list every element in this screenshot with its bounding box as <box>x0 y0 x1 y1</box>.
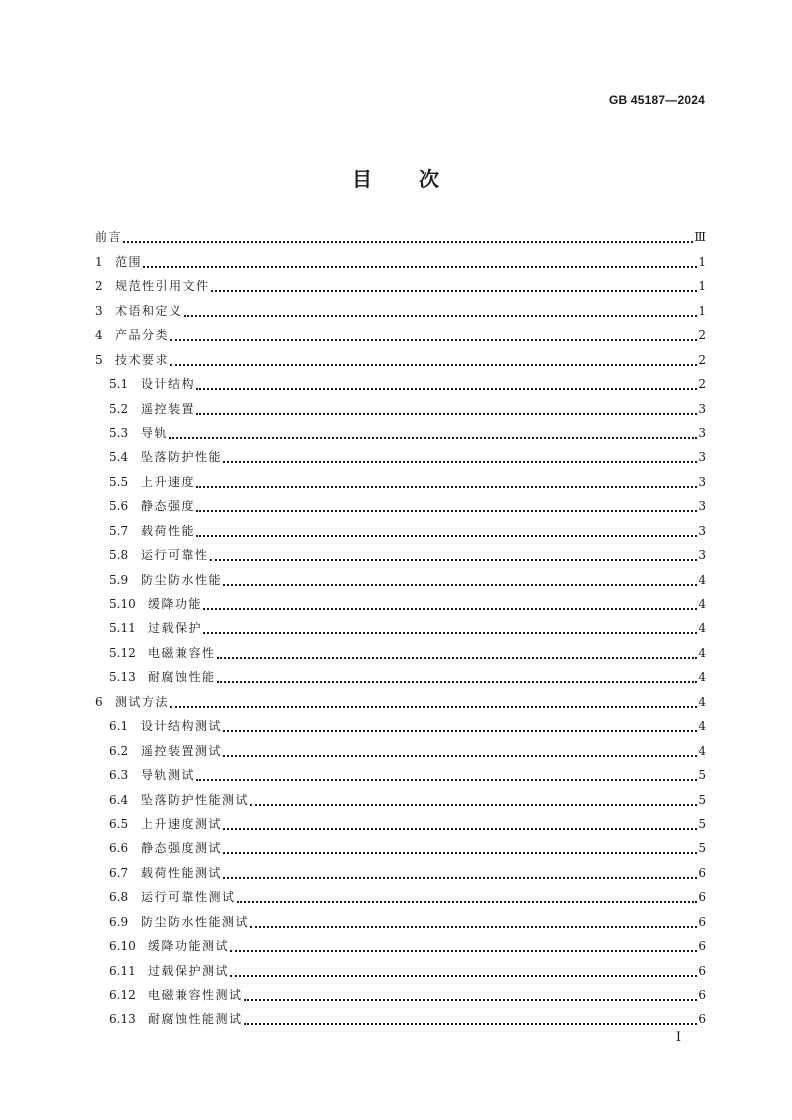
toc-entry-page: 6 <box>698 914 706 929</box>
toc-entry-page: 2 <box>698 352 706 367</box>
toc-entry-page: 3 <box>698 401 706 416</box>
toc-entry[interactable] <box>95 909 706 933</box>
toc-entry-page: 4 <box>698 743 706 758</box>
toc-entry-page: 4 <box>698 719 706 734</box>
toc-entry-title: 运行可靠性测试 <box>141 890 236 905</box>
toc-entry[interactable] <box>95 1007 706 1031</box>
title-char-1: 目 <box>352 167 373 191</box>
toc-entry-number: 6.4 <box>109 792 129 807</box>
dot-leader <box>244 999 698 1001</box>
toc-entry[interactable] <box>95 445 706 469</box>
toc-entry-title: 运行可靠性 <box>141 548 209 563</box>
toc-entry-number: 6.1 <box>109 719 129 734</box>
toc-entry-number: 6.10 <box>109 939 136 954</box>
toc-entry-number: 5.9 <box>109 572 129 587</box>
dot-leader <box>196 388 697 390</box>
toc-entry-page: 6 <box>698 890 706 905</box>
toc-entry-number: 5.10 <box>109 597 136 611</box>
toc-entry-number: 6.6 <box>109 841 129 856</box>
toc-entry-title: 过载保护测试 <box>148 963 230 978</box>
toc-entry-number: 5.8 <box>109 548 129 563</box>
toc-entry-page: 4 <box>698 645 706 660</box>
toc-entry-number: 6.13 <box>109 1012 136 1027</box>
toc-entry-page: 4 <box>698 597 706 611</box>
toc-entry-number: 5.5 <box>109 474 129 489</box>
toc-entry-page: 4 <box>698 572 706 587</box>
toc-entry[interactable] <box>95 665 706 689</box>
toc-entry-title: 防尘防水性能测试 <box>141 914 250 929</box>
toc-entry[interactable] <box>95 274 706 298</box>
toc-entry-number: 5.2 <box>109 401 129 416</box>
toc-entry-title: 缓降功能 <box>148 597 203 611</box>
toc-entry[interactable] <box>95 836 706 860</box>
toc-entry-title: 电磁兼容性 <box>148 645 216 660</box>
toc-entry-title: 遥控装置 <box>141 401 196 416</box>
dot-leader <box>211 290 698 292</box>
toc-entry-title: 静态强度测试 <box>141 841 223 856</box>
toc-entry[interactable] <box>95 225 706 249</box>
toc-entry-number: 6 <box>95 694 103 709</box>
toc-entry-page: 6 <box>698 988 706 1002</box>
toc-entry[interactable] <box>95 518 706 542</box>
dot-leader <box>210 559 698 561</box>
toc-entry-title: 范围 <box>115 254 143 269</box>
toc-entry-page: 4 <box>698 621 706 636</box>
toc-entry-title: 耐腐蚀性能测试 <box>148 1012 243 1027</box>
toc-entry-title: 上升速度 <box>141 474 196 489</box>
toc-entry-page: 3 <box>698 548 706 563</box>
toc-entry-page: 5 <box>698 841 706 856</box>
dot-leader <box>123 241 693 243</box>
toc-entry-page: 3 <box>698 474 706 489</box>
toc-entry[interactable] <box>95 934 706 958</box>
dot-leader <box>223 584 697 586</box>
toc-entry-title: 产品分类 <box>115 328 170 343</box>
toc-entry-number: 5.3 <box>109 425 129 440</box>
toc-entry-page: 5 <box>698 816 706 831</box>
toc-entry-title: 导轨 <box>141 425 169 440</box>
toc-entry[interactable] <box>95 812 706 836</box>
page-number: Ⅰ <box>675 1030 681 1045</box>
toc-entry-number: 5.1 <box>109 377 129 392</box>
toc-entry-title: 前言 <box>95 230 123 245</box>
toc-entry[interactable] <box>95 249 706 273</box>
dot-leader <box>203 608 697 610</box>
toc-entry-page: 2 <box>698 377 706 392</box>
toc-entry-title: 静态强度 <box>141 499 196 514</box>
toc-entry-page: 1 <box>698 303 706 318</box>
toc-entry-number: 5.12 <box>109 645 136 660</box>
toc-entry-number: 5.6 <box>109 499 129 514</box>
toc-entry-number: 6.3 <box>109 768 129 783</box>
toc-entry-title: 设计结构测试 <box>141 719 223 734</box>
toc-entry[interactable] <box>95 763 706 787</box>
toc-entry-page: 6 <box>698 865 706 880</box>
dot-leader <box>223 852 697 854</box>
toc-entry-page: 1 <box>698 254 706 269</box>
toc-entry-number: 6.8 <box>109 890 129 905</box>
page-title <box>0 163 792 192</box>
dot-leader <box>196 535 697 537</box>
toc-entry[interactable] <box>95 860 706 884</box>
toc-entry[interactable] <box>95 592 706 616</box>
toc-entry-page: Ⅲ <box>694 230 706 245</box>
dot-leader <box>184 315 698 317</box>
toc-entry[interactable] <box>95 372 706 396</box>
dot-leader <box>223 730 697 732</box>
toc-entry-title: 载荷性能测试 <box>141 865 223 880</box>
dot-leader <box>250 804 697 806</box>
toc-entry[interactable] <box>95 543 706 567</box>
toc-entry-page: 6 <box>698 939 706 954</box>
dot-leader <box>217 657 698 659</box>
toc-entry-title: 规范性引用文件 <box>115 279 210 294</box>
toc-entry-number: 6.9 <box>109 914 129 929</box>
dot-leader <box>223 828 697 830</box>
toc-entry-page: 3 <box>698 450 706 465</box>
toc-entry-title: 测试方法 <box>115 694 170 709</box>
toc-entry-number: 5.7 <box>109 523 129 538</box>
toc-entry[interactable] <box>95 567 706 591</box>
toc-entry-page: 4 <box>698 670 706 685</box>
toc-entry-title: 耐腐蚀性能 <box>148 670 216 685</box>
table-of-contents <box>95 225 706 1031</box>
toc-entry-page: 3 <box>698 523 706 538</box>
dot-leader <box>170 364 697 366</box>
toc-entry[interactable] <box>95 616 706 640</box>
toc-entry-number: 6.5 <box>109 816 129 831</box>
dot-leader <box>143 266 697 268</box>
toc-entry-title: 导轨测试 <box>141 768 196 783</box>
toc-entry[interactable] <box>95 958 706 982</box>
toc-entry[interactable] <box>95 738 706 762</box>
dot-leader <box>217 681 698 683</box>
toc-entry-number: 3 <box>95 303 103 318</box>
toc-entry-number: 6.12 <box>109 988 136 1002</box>
toc-entry[interactable] <box>95 323 706 347</box>
toc-entry-number: 1 <box>95 254 103 269</box>
toc-entry-number: 5.4 <box>109 450 129 465</box>
toc-entry-number: 2 <box>95 279 103 294</box>
toc-entry[interactable] <box>95 494 706 518</box>
toc-entry[interactable] <box>95 469 706 493</box>
toc-entry-title: 坠落防护性能测试 <box>141 792 250 807</box>
dot-leader <box>169 437 697 439</box>
toc-entry[interactable] <box>95 787 706 811</box>
toc-entry[interactable] <box>95 640 706 664</box>
toc-entry-number: 5 <box>95 352 103 367</box>
toc-entry-number: 5.13 <box>109 670 136 685</box>
dot-leader <box>196 486 697 488</box>
toc-entry[interactable] <box>95 885 706 909</box>
dot-leader <box>196 510 697 512</box>
toc-entry-number: 4 <box>95 328 103 343</box>
toc-entry-page: 6 <box>698 963 706 978</box>
toc-entry[interactable] <box>95 421 706 445</box>
toc-entry-title: 缓降功能测试 <box>148 939 230 954</box>
toc-entry-page: 5 <box>698 792 706 807</box>
toc-entry-page: 4 <box>698 694 706 709</box>
dot-leader <box>170 706 697 708</box>
dot-leader <box>223 755 697 757</box>
toc-entry[interactable] <box>95 714 706 738</box>
toc-entry-title: 技术要求 <box>115 352 170 367</box>
toc-entry-page: 5 <box>698 768 706 783</box>
toc-entry-title: 术语和定义 <box>115 303 183 318</box>
toc-entry-title: 设计结构 <box>141 377 196 392</box>
toc-entry-page: 6 <box>698 1012 706 1027</box>
dot-leader <box>244 1023 698 1025</box>
toc-entry-number: 6.2 <box>109 743 129 758</box>
dot-leader <box>196 779 697 781</box>
toc-entry[interactable] <box>95 298 706 322</box>
toc-entry-number: 5.11 <box>109 621 136 636</box>
toc-entry[interactable] <box>95 396 706 420</box>
toc-entry-title: 电磁兼容性测试 <box>148 988 243 1002</box>
toc-entry-page: 2 <box>698 328 706 343</box>
toc-entry-title: 过载保护 <box>148 621 203 636</box>
toc-entry-title: 载荷性能 <box>141 523 196 538</box>
standard-code: GB 45187—2024 <box>609 93 705 107</box>
toc-entry-number: 6.11 <box>109 963 136 978</box>
toc-entry-number: 6.7 <box>109 865 129 880</box>
dot-leader <box>237 901 698 903</box>
dot-leader <box>250 926 697 928</box>
toc-entry[interactable] <box>95 689 706 713</box>
toc-entry-page: 3 <box>698 499 706 514</box>
toc-entry-page: 1 <box>698 279 706 294</box>
toc-entry-title: 遥控装置测试 <box>141 743 223 758</box>
toc-entry-title: 防尘防水性能 <box>141 572 223 587</box>
dot-leader <box>230 950 697 952</box>
toc-entry[interactable] <box>95 983 706 1007</box>
toc-entry[interactable] <box>95 347 706 371</box>
toc-entry-title: 上升速度测试 <box>141 816 223 831</box>
dot-leader <box>230 975 697 977</box>
dot-leader <box>223 877 697 879</box>
dot-leader <box>203 632 697 634</box>
title-char-2: 次 <box>419 167 440 191</box>
dot-leader <box>196 413 697 415</box>
dot-leader <box>170 339 697 341</box>
toc-entry-page: 3 <box>698 425 706 440</box>
dot-leader <box>223 461 697 463</box>
toc-entry-title: 坠落防护性能 <box>141 450 223 465</box>
